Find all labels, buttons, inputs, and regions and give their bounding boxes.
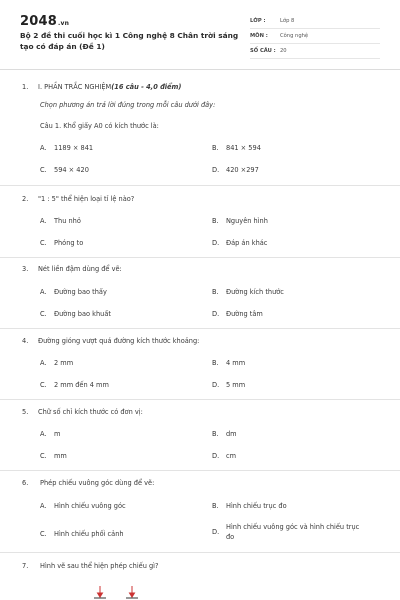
section-title: I. PHẦN TRẮC NGHIỆM (38, 83, 112, 91)
question-3-option-b[interactable]: B. Đường kích thước (212, 288, 284, 296)
meta-subject-value: Công nghệ (280, 33, 309, 39)
meta-subject-row (250, 29, 380, 44)
meta-count-row (250, 44, 380, 59)
question-5-text: Chữ số chỉ kích thước có đơn vị: (38, 408, 143, 416)
question-1-option-c[interactable]: C. 594 × 420 (40, 166, 89, 174)
question-3-text: Nét liền đậm dùng để vẽ: (38, 265, 122, 273)
question-5-option-c[interactable]: C. mm (40, 452, 67, 460)
question-6-text: Phép chiếu vuông góc dùng để vẽ: (40, 479, 155, 487)
question-5-option-b[interactable]: B. dm (212, 430, 237, 438)
section-heading (38, 83, 181, 91)
question-4-option-d[interactable]: D. 5 mm (212, 381, 246, 389)
question-1-text: Câu 1. Khổ giấy A0 có kích thước là: (40, 122, 159, 130)
meta-class-row (250, 14, 380, 29)
question-4-option-c[interactable]: C. 2 mm đến 4 mm (40, 381, 109, 389)
question-4-option-a[interactable]: A. 2 mm (40, 359, 74, 367)
question-6-option-a[interactable]: A. Hình chiếu vuông góc (40, 502, 126, 510)
question-4-option-b[interactable]: B. 4 mm (212, 359, 246, 367)
question-2-option-b[interactable]: B. Nguyên hình (212, 217, 268, 225)
question-3-option-a[interactable]: A. Đường bao thấy (40, 288, 107, 296)
section-subtitle: (16 câu - 4,0 điểm) (111, 83, 182, 91)
question-6-option-c[interactable]: C. Hình chiếu phối cảnh (40, 530, 124, 538)
question-2-text: "1 : 5" thể hiện loại tỉ lệ nào? (38, 195, 135, 203)
question-2-option-c[interactable]: C. Phóng to (40, 239, 84, 247)
question-5-option-a[interactable]: A. m (40, 430, 61, 438)
exam-meta (250, 14, 380, 59)
question-1-option-d[interactable]: D. 420 ×297 (212, 166, 259, 174)
question-divider (0, 328, 400, 329)
header-divider (0, 69, 400, 70)
question-3-number: 3. (22, 265, 29, 273)
meta-class-key: LỚP : (250, 18, 266, 24)
question-7-number: 7. (22, 562, 29, 570)
document-title: Bộ 2 đề thi cuối học kì 1 Công nghệ 8 Chân trời sáng tạo có đáp án (Đề 1) (20, 31, 239, 51)
question-6-option-d[interactable]: D. Hình chiếu vuông góc và hình chiếu trục đo (212, 523, 360, 541)
question-6-number: 6. (22, 479, 29, 487)
question-divider (0, 470, 400, 471)
question-5-number: 5. (22, 408, 29, 416)
question-6-option-b[interactable]: B. Hình chiếu trục đo (212, 502, 287, 510)
meta-subject-key: MÔN : (250, 33, 268, 39)
question-7-text: Hình vẽ sau thể hiện phép chiếu gì? (40, 562, 159, 570)
site-logo[interactable]: 2048.vn (20, 14, 70, 29)
question-3-option-d[interactable]: D. Đường tâm (212, 310, 263, 318)
question-4-number: 4. (22, 337, 29, 345)
question-1-option-a[interactable]: A. 1189 × 841 (40, 144, 94, 152)
meta-count-key: SỐ CÂU : (250, 48, 276, 54)
question-1-option-b[interactable]: B. 841 × 594 (212, 144, 261, 152)
meta-count-value: 20 (280, 48, 287, 54)
meta-class-value: Lớp 8 (280, 18, 295, 24)
projection-arrow-right (126, 586, 138, 598)
question-3-option-c[interactable]: C. Đường bao khuất (40, 310, 111, 318)
projection-arrow-left (94, 586, 106, 598)
projection-figure (88, 586, 158, 600)
question-divider (0, 399, 400, 400)
question-2-option-d[interactable]: D. Đáp án khác (212, 239, 268, 247)
question-divider (0, 257, 400, 258)
section-number: 1. (22, 83, 29, 91)
question-2-option-a[interactable]: A. Thu nhỏ (40, 217, 81, 225)
question-2-number: 2. (22, 195, 29, 203)
question-5-option-d[interactable]: D. cm (212, 452, 237, 460)
question-4-text: Đường gióng vượt quá đường kích thước khoảng: (38, 337, 200, 345)
section-instruction: Chọn phương án trả lời đúng trong mỗi câu dưới đây: (40, 101, 216, 109)
question-divider (0, 185, 400, 186)
question-divider (0, 552, 400, 553)
header (0, 0, 400, 66)
